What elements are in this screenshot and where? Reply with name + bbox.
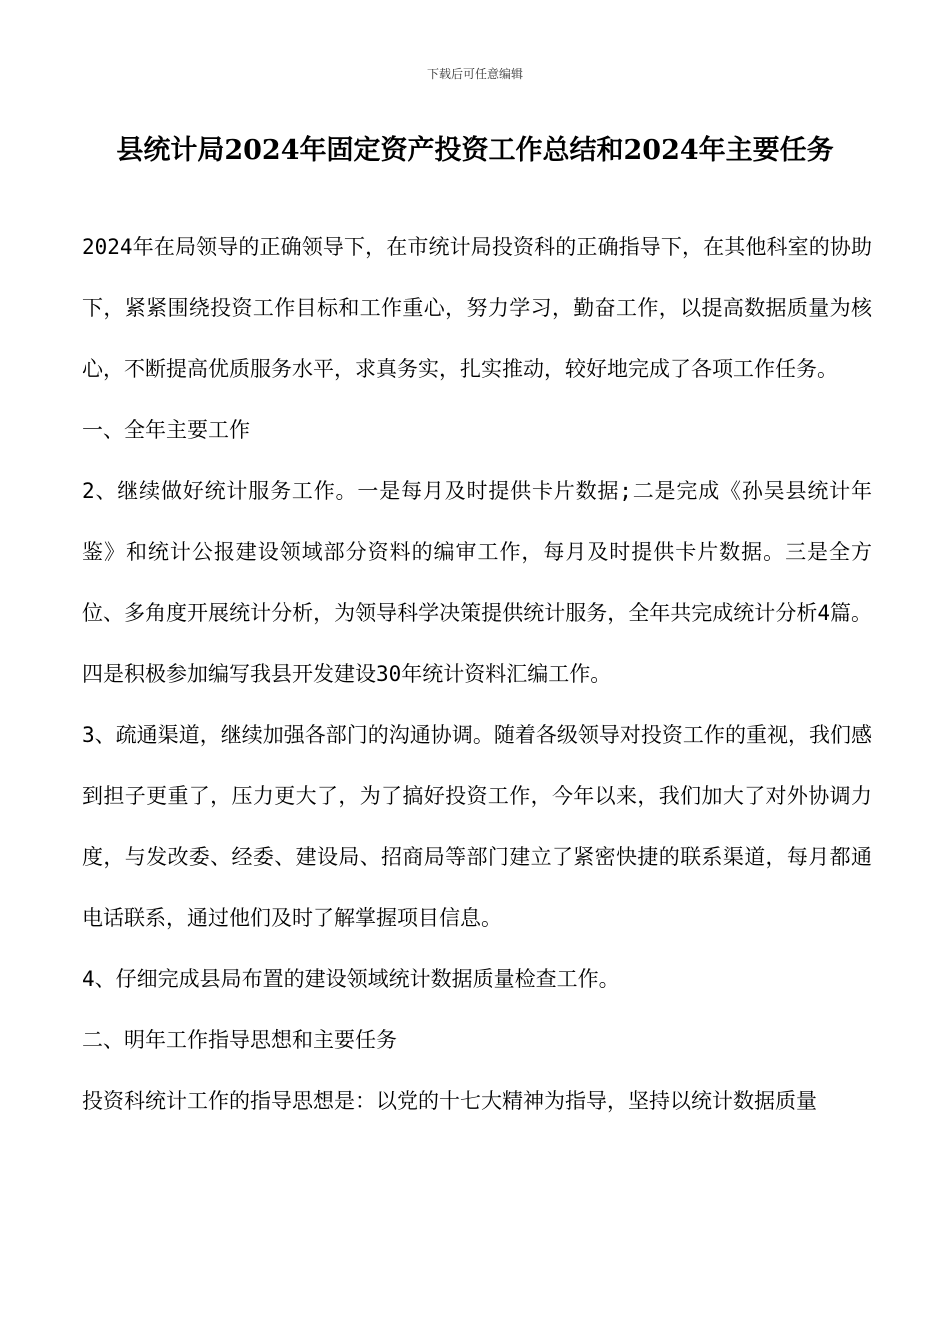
document-title: 县统计局2024年固定资产投资工作总结和2024年主要任务 xyxy=(116,135,834,166)
paragraph-item-3: 3、疏通渠道，继续加强各部门的沟通协调。随着各级领导对投资工作的重视，我们感到担子更重了，压力更大了，为了搞好投资工作，今年以来，我们加大了对外协调力度，与发改委、经委、建设局、招商局等部门建立了紧密快捷的联系渠道，每月都通电话联系，通过他们及时了解掌握项目信息。 xyxy=(82,723,872,930)
document-body xyxy=(82,217,872,1132)
paragraph-item-4: 4、仔细完成县局布置的建设领域统计数据质量检查工作。 xyxy=(82,967,620,991)
paragraph-guiding-thought: 投资科统计工作的指导思想是：以党的十七大精神为指导，坚持以统计数据质量 xyxy=(82,1089,817,1113)
section-heading-1: 一、全年主要工作 xyxy=(82,418,250,442)
section-heading-2: 二、明年工作指导思想和主要任务 xyxy=(82,1028,397,1052)
paragraph-intro: 2024年在局领导的正确领导下，在市统计局投资科的正确指导下，在其他科室的协助下，紧紧围绕投资工作目标和工作重心，努力学习，勤奋工作，以提高数据质量为核心，不断提高优质服务水平，求真务实，扎实推动，较好地完成了各项工作任务。 xyxy=(82,235,872,381)
header-note: 下载后可任意编辑 xyxy=(426,67,523,81)
paragraph-item-2: 2、继续做好统计服务工作。一是每月及时提供卡片数据;二是完成《孙吴县统计年鉴》和统计公报建设领域部分资料的编审工作，每月及时提供卡片数据。三是全方位、多角度开展统计分析，为领导科学决策提供统计服务，全年共完成统计分析4篇。四是积极参加编写我县开发建设30年统计资料汇编工作。 xyxy=(82,479,872,686)
